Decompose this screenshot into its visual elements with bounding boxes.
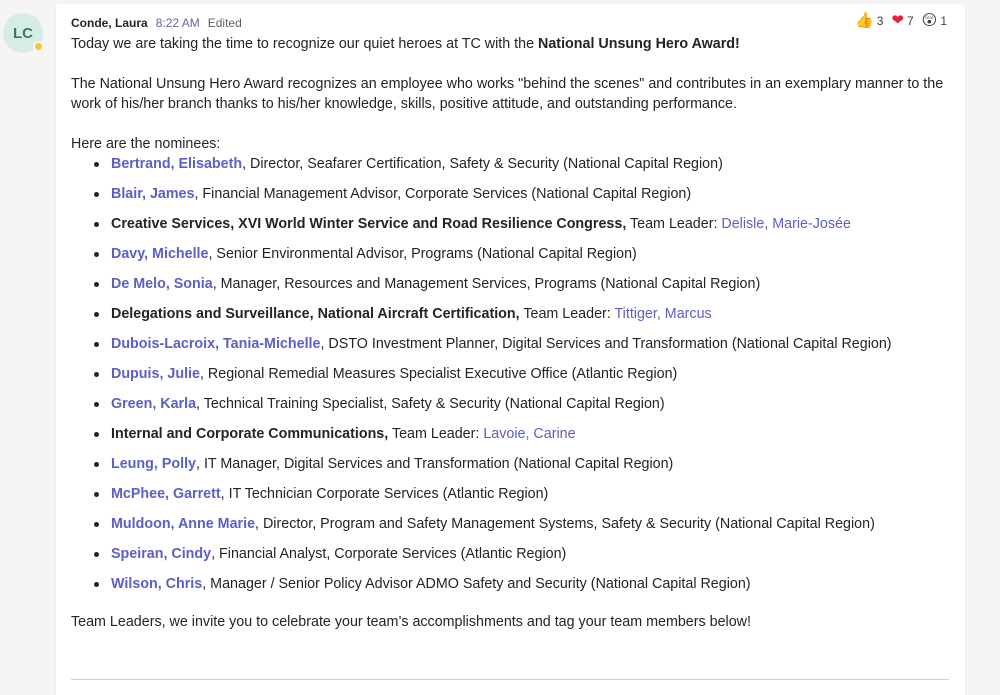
reaction-count: 7: [906, 13, 914, 28]
nominee-item: [94, 454, 951, 484]
reaction-thumbs-up[interactable]: [855, 13, 883, 28]
nominee-mention[interactable]: De Melo, Sonia: [111, 276, 213, 292]
intro-paragraph: [71, 34, 951, 54]
nominee-item: [94, 184, 951, 214]
nominee-detail: , Regional Remedial Measures Specialist Executive Office (Atlantic Region): [199, 366, 678, 382]
reaction-surprised[interactable]: [922, 13, 947, 28]
team-name: Internal and Corporate Communications,: [111, 426, 389, 442]
nominee-item: [94, 514, 951, 544]
nominee-detail: , IT Technician Corporate Services (Atlantic Region): [220, 486, 549, 502]
team-leader-mention[interactable]: Delisle, Marie-Josée: [721, 216, 851, 232]
nominee-item: [94, 574, 951, 604]
message-timestamp[interactable]: 8:22 AM: [155, 16, 200, 30]
nominee-mention[interactable]: Wilson, Chris: [111, 576, 203, 592]
nominee-detail: , Director, Program and Safety Management Systems, Safety & Security (National Capital Region): [255, 516, 875, 532]
nominee-item: [94, 544, 951, 574]
nominee-item: [94, 304, 951, 334]
team-leader-label: Team Leader:: [626, 216, 722, 232]
award-name: National Unsung Hero Award!: [538, 36, 740, 52]
surprised-icon: 😲: [921, 12, 938, 29]
nominees-list: [94, 154, 951, 604]
message-card[interactable]: [56, 4, 965, 695]
nominee-mention[interactable]: Leung, Polly: [111, 456, 196, 472]
nominee-mention[interactable]: Green, Karla: [111, 396, 197, 412]
nominee-item: [94, 394, 951, 424]
divider: [71, 679, 949, 680]
reactions-bar: [855, 13, 947, 28]
reaction-heart[interactable]: [891, 13, 913, 28]
heart-icon: ❤: [891, 12, 904, 29]
team-name: Creative Services, XVI World Winter Service and Road Resilience Congress,: [111, 216, 627, 232]
description-paragraph: The National Unsung Hero Award recognizes an employee who works "behind the scenes" and contributes in an exemplary manner to the work of his/her branch thanks to his/her knowledge, skills, positive attitude, and outstanding performance.: [71, 76, 944, 112]
avatar-initials: LC: [13, 24, 33, 42]
nominee-item: [94, 424, 951, 454]
team-name: Delegations and Surveillance, National Aircraft Certification,: [111, 306, 520, 322]
avatar[interactable]: [3, 13, 43, 53]
nominee-detail: , Director, Seafarer Certification, Safety & Security (National Capital Region): [242, 156, 723, 172]
nominee-mention[interactable]: Speiran, Cindy: [111, 546, 212, 562]
message-header: [71, 16, 242, 30]
thumbs-up-icon: 👍: [855, 12, 874, 29]
nominee-mention[interactable]: Dubois-Lacroix, Tania-Michelle: [111, 336, 321, 352]
nominee-mention[interactable]: Dupuis, Julie: [111, 366, 200, 382]
nominee-mention[interactable]: Muldoon, Anne Marie: [111, 516, 256, 532]
team-leader-mention[interactable]: Tittiger, Marcus: [614, 306, 712, 322]
nominee-detail: , DSTO Investment Planner, Digital Services and Transformation (National Capital Region): [320, 336, 892, 352]
nominee-detail: , Senior Environmental Advisor, Programs (National Capital Region): [208, 246, 637, 262]
author-name[interactable]: Conde, Laura: [71, 16, 148, 30]
nominee-detail: , Technical Training Specialist, Safety & Security (National Capital Region): [196, 396, 665, 412]
edited-label: Edited: [207, 16, 242, 30]
nominee-item: [94, 154, 951, 184]
nominee-detail: , Manager / Senior Policy Advisor ADMO Safety and Security (National Capital Region): [202, 576, 751, 592]
nominee-detail: , Manager, Resources and Management Services, Programs (National Capital Region): [212, 276, 761, 292]
nominee-detail: , IT Manager, Digital Services and Transformation (National Capital Region): [196, 456, 674, 472]
intro-text: Today we are taking the time to recognize our quiet heroes at TC with the: [71, 36, 539, 52]
nominee-mention[interactable]: Davy, Michelle: [111, 246, 209, 262]
team-leader-mention[interactable]: Lavoie, Carine: [483, 426, 576, 442]
presence-away-icon: [33, 41, 44, 52]
nominee-item: [94, 334, 951, 364]
reaction-count: 1: [940, 13, 947, 28]
nominee-item: [94, 364, 951, 394]
nominee-mention[interactable]: Bertrand, Elisabeth: [111, 156, 243, 172]
nominee-mention[interactable]: Blair, James: [111, 186, 195, 202]
closing-paragraph: Team Leaders, we invite you to celebrate your team’s accomplishments and tag your team members below!: [71, 614, 751, 630]
nominee-mention[interactable]: McPhee, Garrett: [111, 486, 221, 502]
nominee-detail: , Financial Management Advisor, Corporate Services (National Capital Region): [194, 186, 692, 202]
reaction-count: 3: [876, 13, 884, 28]
nominee-item: [94, 274, 951, 304]
nominee-item: [94, 214, 951, 244]
nominee-detail: , Financial Analyst, Corporate Services (Atlantic Region): [211, 546, 567, 562]
nominee-item: [94, 484, 951, 514]
nominees-label: Here are the nominees:: [71, 136, 221, 152]
team-leader-label: Team Leader:: [388, 426, 484, 442]
message-body: [71, 34, 951, 632]
nominee-item: [94, 244, 951, 274]
team-leader-label: Team Leader:: [519, 306, 615, 322]
